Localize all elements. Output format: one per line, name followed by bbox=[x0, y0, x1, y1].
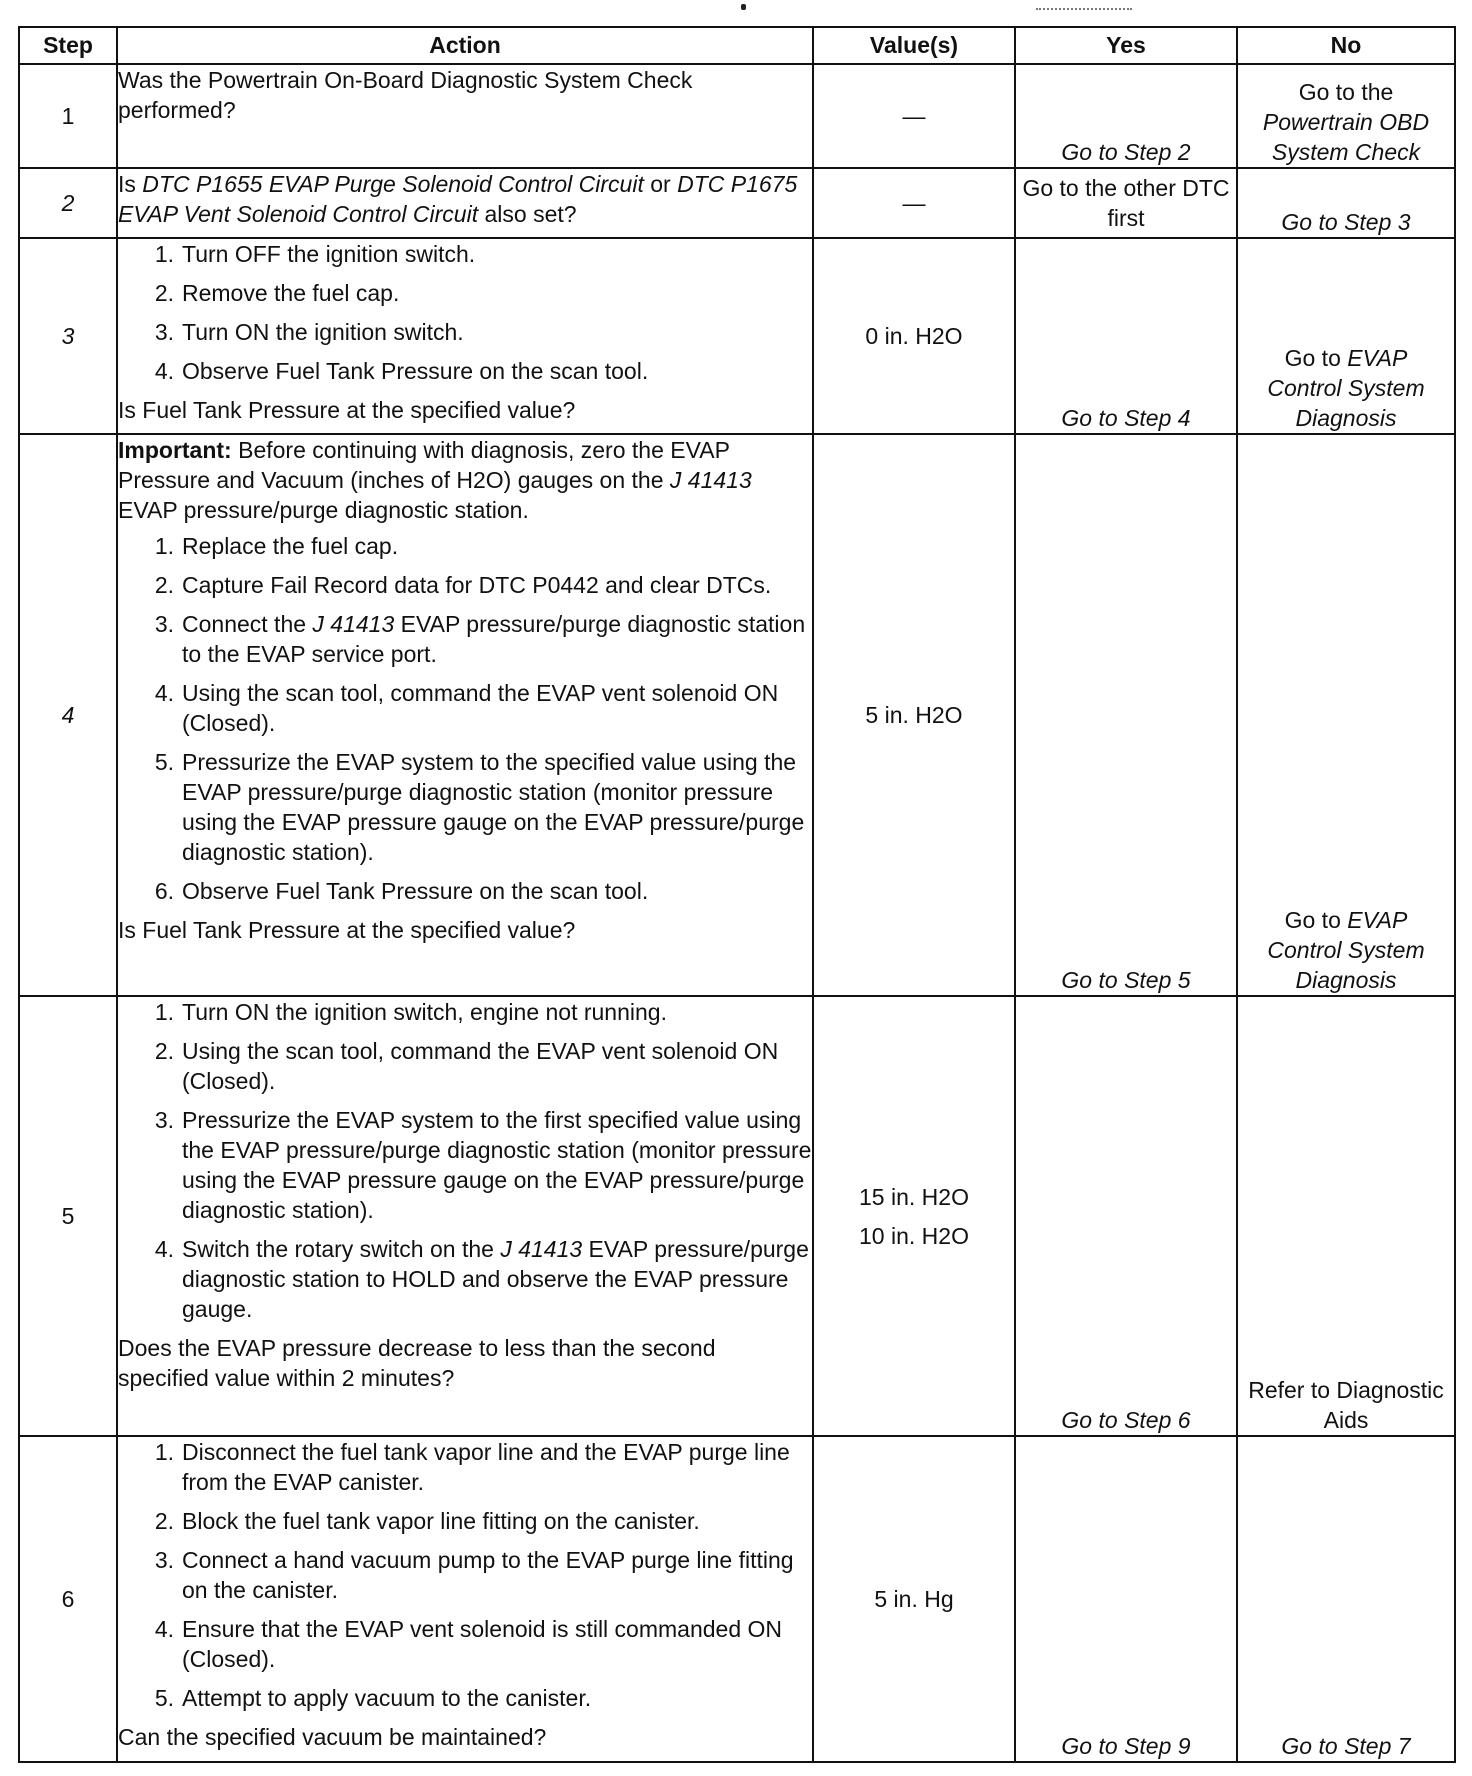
list-item: 5. Pressurize the EVAP system to the specified value using the EVAP pressure/purge diagnostic station (monitor pressure using the EVAP pressure gauge on the EVAP pressure/purge diagnostic station). bbox=[154, 749, 805, 865]
value-cell: 5 in. Hg bbox=[813, 1436, 1015, 1762]
procedure-list bbox=[118, 1437, 812, 1713]
value-cell bbox=[813, 996, 1015, 1436]
no-link: Control System Diagnosis bbox=[1267, 937, 1425, 993]
table-row bbox=[19, 434, 1455, 996]
no-link: Powertrain OBD System Check bbox=[1262, 109, 1430, 165]
action-question: Is DTC P1655 EVAP Purge Solenoid Control Circuit or DTC P1675 EVAP Vent Solenoid Control Circuit also set? bbox=[118, 171, 798, 227]
action-cell bbox=[117, 168, 813, 238]
list-item: 3. Pressurize the EVAP system to the first specified value using the EVAP pressure/purge diagnostic station (monitor pressure using the EVAP pressure gauge on the EVAP pressure/purge diagnostic station). bbox=[154, 1107, 812, 1223]
action-question: Can the specified vacuum be maintained? bbox=[118, 1724, 547, 1750]
list-item: 6. Observe Fuel Tank Pressure on the scan tool. bbox=[154, 878, 649, 904]
yes-text: Go to Step 6 bbox=[1061, 1407, 1191, 1433]
list-item: 4. Using the scan tool, command the EVAP vent solenoid ON (Closed). bbox=[154, 680, 779, 736]
yes-text: Go to Step 2 bbox=[1061, 139, 1191, 165]
no-cell: Go to EVAP Control System Diagnosis bbox=[1237, 434, 1455, 996]
yes-text: Go to Step 5 bbox=[1061, 967, 1191, 993]
header-action: Action bbox=[117, 27, 813, 64]
list-item: 1. Turn ON the ignition switch, engine not running. bbox=[154, 999, 667, 1025]
value-cell: — bbox=[813, 168, 1015, 238]
no-text: Go to the bbox=[1298, 79, 1394, 105]
header-yes: Yes bbox=[1015, 27, 1237, 64]
list-item: 4. Ensure that the EVAP vent solenoid is still commanded ON (Closed). bbox=[154, 1616, 783, 1672]
table-row bbox=[19, 996, 1455, 1436]
table-row bbox=[19, 1436, 1455, 1762]
value-cell: — bbox=[813, 64, 1015, 168]
step-number: 4 bbox=[19, 434, 117, 996]
procedure-list bbox=[118, 531, 812, 906]
action-question: Is Fuel Tank Pressure at the specified value? bbox=[118, 917, 576, 943]
procedure-list bbox=[118, 239, 812, 386]
list-item: 4. Observe Fuel Tank Pressure on the scan tool. bbox=[154, 358, 649, 384]
procedure-list bbox=[118, 997, 812, 1324]
header-row bbox=[19, 27, 1455, 64]
yes-cell: Go to the other DTC first bbox=[1015, 168, 1237, 238]
scan-mark-dotted bbox=[1036, 8, 1132, 10]
no-cell bbox=[1237, 64, 1455, 168]
list-item: 3. Connect the J 41413 EVAP pressure/purge diagnostic station to the EVAP service port. bbox=[154, 611, 806, 667]
list-item: 3. Turn ON the ignition switch. bbox=[154, 319, 464, 345]
list-item: 2. Capture Fail Record data for DTC P0442 and clear DTCs. bbox=[154, 572, 772, 598]
step-number: 3 bbox=[19, 238, 117, 434]
yes-text: Go to Step 4 bbox=[1061, 405, 1191, 431]
no-cell: Go to EVAP Control System Diagnosis bbox=[1237, 238, 1455, 434]
scan-mark bbox=[741, 4, 746, 10]
yes-cell bbox=[1015, 238, 1237, 434]
yes-cell bbox=[1015, 1436, 1237, 1762]
list-item: 2. Remove the fuel cap. bbox=[154, 280, 400, 306]
list-item: 3. Connect a hand vacuum pump to the EVAP purge line fitting on the canister. bbox=[154, 1547, 794, 1603]
no-link: Control System Diagnosis bbox=[1267, 375, 1425, 431]
step-number: 6 bbox=[19, 1436, 117, 1762]
yes-text: Go to Step 9 bbox=[1061, 1733, 1191, 1759]
dtc-reference: DTC P1655 EVAP Purge Solenoid Control Circuit bbox=[142, 171, 644, 197]
action-cell bbox=[117, 434, 813, 996]
diagnostic-table bbox=[18, 26, 1456, 1763]
no-text: Go to Step 7 bbox=[1281, 1733, 1411, 1759]
step-number: 1 bbox=[19, 64, 117, 168]
action-cell bbox=[117, 64, 813, 168]
list-item: 1. Disconnect the fuel tank vapor line and the EVAP purge line from the EVAP canister. bbox=[154, 1439, 790, 1495]
action-question: Was the Powertrain On-Board Diagnostic System Check performed? bbox=[118, 67, 693, 123]
value-second: 10 in. H2O bbox=[859, 1222, 969, 1249]
no-text: Go to Step 3 bbox=[1281, 209, 1411, 235]
list-item: 2. Block the fuel tank vapor line fitting on the canister. bbox=[154, 1508, 700, 1534]
header-values: Value(s) bbox=[813, 27, 1015, 64]
important-note: Important: Before continuing with diagnosis, zero the EVAP Pressure and Vacuum (inches of H2O) gauges on the J 41413 EVAP pressure/purge diagnostic station. bbox=[118, 437, 752, 523]
list-item: 1. Replace the fuel cap. bbox=[154, 533, 399, 559]
header-step: Step bbox=[19, 27, 117, 64]
list-item: 1. Turn OFF the ignition switch. bbox=[154, 241, 476, 267]
action-cell bbox=[117, 238, 813, 434]
list-item: 5. Attempt to apply vacuum to the canister. bbox=[154, 1685, 592, 1711]
action-cell bbox=[117, 1436, 813, 1762]
dtc-reference: DTC P1675 EVAP Vent Solenoid Control Circuit bbox=[118, 171, 798, 227]
value-first: 15 in. H2O bbox=[859, 1183, 969, 1210]
no-cell: Refer to Diagnostic Aids bbox=[1237, 996, 1455, 1436]
step-number: 5 bbox=[19, 996, 117, 1436]
value-cell: 5 in. H2O bbox=[813, 434, 1015, 996]
action-cell bbox=[117, 996, 813, 1436]
no-cell bbox=[1237, 1436, 1455, 1762]
action-question: Is Fuel Tank Pressure at the specified value? bbox=[118, 397, 576, 423]
list-item: 4. Switch the rotary switch on the J 41413 EVAP pressure/purge diagnostic station to HOLD and observe the EVAP pressure gauge. bbox=[154, 1236, 809, 1322]
yes-cell bbox=[1015, 64, 1237, 168]
list-item: 2. Using the scan tool, command the EVAP vent solenoid ON (Closed). bbox=[154, 1038, 779, 1094]
table-row bbox=[19, 168, 1455, 238]
yes-cell bbox=[1015, 996, 1237, 1436]
action-question: Does the EVAP pressure decrease to less than the second specified value within 2 minutes? bbox=[118, 1335, 716, 1391]
table-row bbox=[19, 64, 1455, 168]
header-no: No bbox=[1237, 27, 1455, 64]
no-cell bbox=[1237, 168, 1455, 238]
value-cell: 0 in. H2O bbox=[813, 238, 1015, 434]
yes-cell bbox=[1015, 434, 1237, 996]
table-row bbox=[19, 238, 1455, 434]
step-number: 2 bbox=[19, 168, 117, 238]
